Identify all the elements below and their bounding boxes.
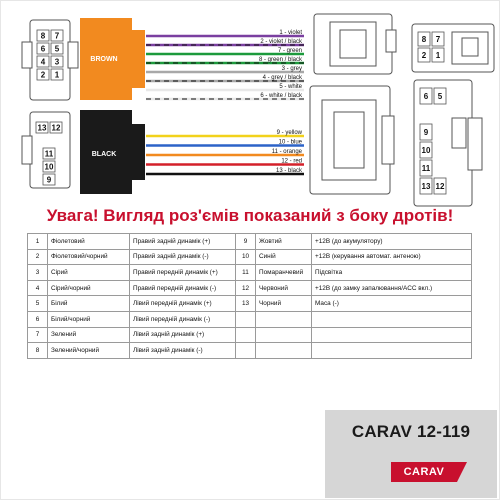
cell-n1: 8 [28, 343, 48, 359]
b-right-pin-11 [420, 160, 432, 176]
table-row [28, 280, 472, 296]
b-left-pin-9 [43, 174, 55, 185]
a-wire-2 [146, 39, 304, 45]
a-wire-label: 3 - grey [281, 66, 302, 72]
table-row [28, 265, 472, 281]
table-row [28, 343, 472, 359]
table-row [28, 234, 472, 250]
cell-wire2: Чорний [256, 296, 312, 312]
b-wire-5 [146, 168, 304, 174]
svg-text:13: 13 [421, 182, 431, 191]
svg-text:2: 2 [40, 70, 46, 80]
cell-wire2 [256, 327, 312, 343]
b-wire-1 [146, 130, 304, 136]
cell-wire1: Сірий/чорний [48, 280, 130, 296]
cell-func1: Правий задній динамік (+) [130, 234, 236, 250]
svg-text:2: 2 [421, 51, 427, 60]
b-wire-label: 9 - yellow [276, 130, 302, 136]
pin-table [27, 233, 472, 359]
table-row [28, 327, 472, 343]
svg-text:8: 8 [421, 35, 427, 44]
cell-func2: Маса (-) [312, 296, 472, 312]
b-right-pin-13 [420, 178, 432, 194]
b-left-pin-13 [36, 122, 48, 133]
b-right-pin-9 [420, 124, 432, 140]
svg-text:11: 11 [421, 164, 431, 173]
b-wire-2 [146, 140, 304, 146]
a-wire-label: 6 - white / black [260, 93, 302, 99]
cell-func2: Підсвітка [312, 265, 472, 281]
cell-wire2: Червоний [256, 280, 312, 296]
connector-a-plug [314, 14, 396, 74]
table-row [28, 249, 472, 265]
svg-text:12: 12 [51, 123, 61, 133]
svg-text:4: 4 [40, 57, 46, 67]
cell-n2 [236, 327, 256, 343]
wiring-diagram [0, 0, 500, 210]
a-wire-4 [146, 57, 304, 63]
connector-b-label: BLACK [91, 151, 117, 158]
svg-text:11: 11 [44, 149, 54, 159]
a-right-pin-8 [418, 32, 430, 46]
b-wire-4 [146, 159, 304, 165]
cell-func1: Лівий передній динамік (+) [130, 296, 236, 312]
cell-func2 [312, 327, 472, 343]
cell-n1: 7 [28, 327, 48, 343]
b-left-pin-10 [43, 161, 55, 172]
b-right-pin-12 [434, 178, 446, 194]
a-wire-6 [146, 75, 304, 81]
harness-b-wires [146, 130, 304, 174]
a-wire-label: 7 - green [277, 48, 302, 54]
svg-text:3: 3 [54, 57, 60, 67]
a-left-pin-5 [51, 43, 63, 54]
a-wire-1 [146, 30, 304, 36]
table-row [28, 311, 472, 327]
cell-func2 [312, 311, 472, 327]
svg-text:6: 6 [40, 44, 46, 54]
b-right-pin-5 [434, 88, 446, 104]
a-left-pin-7 [51, 30, 63, 41]
b-left-pin-12 [50, 122, 62, 133]
cell-func1: Лівий задній динамік (-) [130, 343, 236, 359]
b-right-pin-6 [420, 88, 432, 104]
connector-b-plug [310, 86, 394, 194]
cell-func1: Правий передній динамік (+) [130, 265, 236, 281]
cell-n1: 6 [28, 311, 48, 327]
cell-func2: +12В (до акумулятору) [312, 234, 472, 250]
a-wire-5 [146, 66, 304, 72]
cell-func1: Лівий задній динамік (+) [130, 327, 236, 343]
model-title: CARAV 12-119 [351, 422, 471, 441]
b-wire-label: 13 - black [275, 168, 302, 174]
svg-text:13: 13 [37, 123, 47, 133]
svg-text:7: 7 [54, 31, 60, 41]
cell-n1: 2 [28, 249, 48, 265]
cell-n1: 5 [28, 296, 48, 312]
svg-text:5: 5 [437, 92, 443, 101]
cell-wire1: Зелений/чорний [48, 343, 130, 359]
a-right-pin-7 [432, 32, 444, 46]
a-wire-3 [146, 48, 304, 54]
a-right-pin-1 [432, 48, 444, 62]
connector-b-pinout-right [414, 80, 482, 206]
svg-text:9: 9 [46, 175, 52, 185]
cell-wire1: Сірий [48, 265, 130, 281]
svg-text:5: 5 [54, 44, 60, 54]
cell-wire1: Зелений [48, 327, 130, 343]
harness-a-wires [146, 30, 304, 99]
b-wire-label: 10 - blue [278, 139, 302, 146]
a-wire-label: 4 - grey / black [262, 75, 302, 81]
a-wire-label: 8 - green / black [258, 57, 302, 63]
cell-n2: 12 [236, 280, 256, 296]
connector-a-label: BROWN [90, 56, 118, 63]
b-left-pin-11 [43, 148, 55, 159]
a-left-pin-4 [37, 56, 49, 67]
cell-n2 [236, 343, 256, 359]
a-wire-label: 2 - violet / black [260, 39, 302, 45]
cell-n2: 9 [236, 234, 256, 250]
cell-n1: 1 [28, 234, 48, 250]
connector-a-body [80, 18, 145, 100]
a-left-pin-3 [51, 56, 63, 67]
connector-b-body [80, 110, 145, 194]
a-wire-8 [146, 93, 304, 99]
a-left-pin-1 [51, 69, 63, 80]
cell-wire2: Жовтий [256, 234, 312, 250]
svg-text:7: 7 [435, 35, 441, 44]
connector-a-pinout-left [22, 20, 78, 100]
cell-func2 [312, 343, 472, 359]
b-wire-label: 11 - orange [271, 149, 302, 155]
a-left-pin-8 [37, 30, 49, 41]
cell-n1: 4 [28, 280, 48, 296]
logo-tail [457, 462, 467, 482]
cell-n2: 11 [236, 265, 256, 281]
svg-text:8: 8 [40, 31, 46, 41]
model-panel [325, 410, 497, 498]
cell-func1: Правий передній динамік (-) [130, 280, 236, 296]
cell-wire1: Фіолетовий [48, 234, 130, 250]
cell-n2: 13 [236, 296, 256, 312]
cell-wire2 [256, 343, 312, 359]
table-row [28, 296, 472, 312]
cell-wire1: Фіолетовий/чорний [48, 249, 130, 265]
cell-func2: +12В (керування автомат. антеною) [312, 249, 472, 265]
carav-logo: CARAV [391, 462, 457, 482]
cell-wire2: Помаранчевий [256, 265, 312, 281]
cell-wire2: Синій [256, 249, 312, 265]
cell-func1: Лівий передній динамік (-) [130, 311, 236, 327]
a-wire-7 [146, 84, 304, 90]
cell-n1: 3 [28, 265, 48, 281]
svg-text:9: 9 [423, 128, 429, 137]
svg-text:10: 10 [44, 162, 54, 172]
a-wire-label: 1 - violet [279, 30, 302, 36]
cell-n2 [236, 311, 256, 327]
connector-a-pinout-right [412, 24, 494, 72]
b-wire-label: 12 - red [281, 158, 302, 165]
cell-wire1: Білий/чорний [48, 311, 130, 327]
cell-func2: +12В (до замку запалювання/ACC вкл.) [312, 280, 472, 296]
b-right-pin-10 [420, 142, 432, 158]
svg-text:1: 1 [435, 51, 441, 60]
cell-wire2 [256, 311, 312, 327]
svg-text:6: 6 [423, 92, 429, 101]
cell-wire1: Білий [48, 296, 130, 312]
svg-text:1: 1 [54, 70, 60, 80]
a-wire-label: 5 - white [279, 84, 302, 90]
svg-text:10: 10 [421, 146, 431, 155]
b-wire-3 [146, 149, 304, 155]
svg-text:12: 12 [435, 182, 445, 191]
cell-n2: 10 [236, 249, 256, 265]
connector-b-pinout-left [22, 112, 70, 188]
a-left-pin-2 [37, 69, 49, 80]
warning-text: Увага! Вигляд роз'ємів показаний з боку дротів! [46, 206, 454, 225]
a-right-pin-2 [418, 48, 430, 62]
a-left-pin-6 [37, 43, 49, 54]
cell-func1: Правий задній динамік (-) [130, 249, 236, 265]
